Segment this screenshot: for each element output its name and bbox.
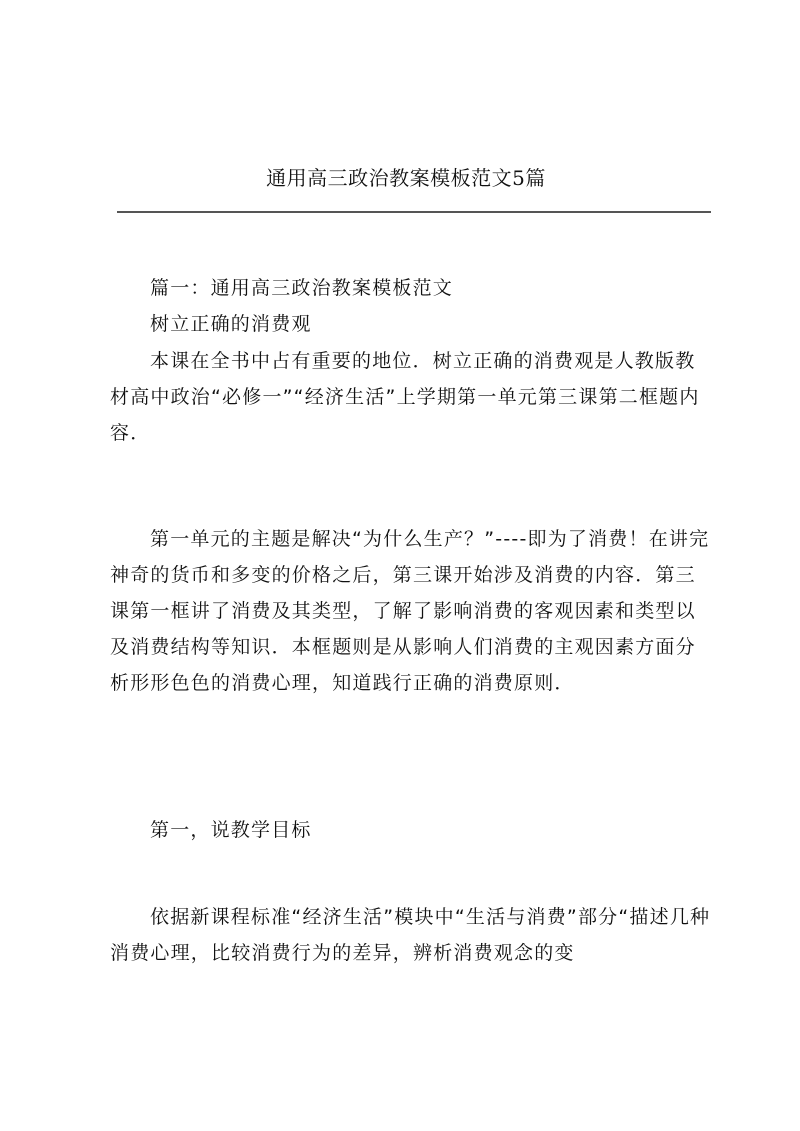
lesson-title: 树立正确的消费观 bbox=[150, 313, 312, 335]
title-underline bbox=[117, 211, 711, 213]
intro-paragraph: 本课在全书中占有重要的地位．树立正确的消费观是人教版教材高中政治“必修一”“经济生活”上学期第一单元第三课第二框题内容． bbox=[110, 350, 700, 444]
section-heading: 篇一：通用高三政治教案模板范文 bbox=[150, 277, 454, 299]
unit-theme-paragraph: 第一单元的主题是解决“为什么生产？”----即为了消费！在讲完神奇的货币和多变的价格之后，第三课开始涉及消费的内容．第三课第一框讲了消费及其类型，了解了影响消费的客观因素和类型以及消费结构等知识．本框题则是从影响人们消费的主观因素方面分析形形色色的消费心理，知道践行正确的消费原则． bbox=[110, 528, 710, 694]
curriculum-paragraph: 依据新课程标准“经济生活”模块中“生活与消费”部分“描述几种消费心理，比较消费行为的差异，辨析消费观念的变 bbox=[110, 906, 711, 964]
subheading-teaching-goals: 第一，说教学目标 bbox=[150, 819, 312, 841]
document-title: 通用高三政治教案模板范文5篇 bbox=[266, 166, 546, 190]
